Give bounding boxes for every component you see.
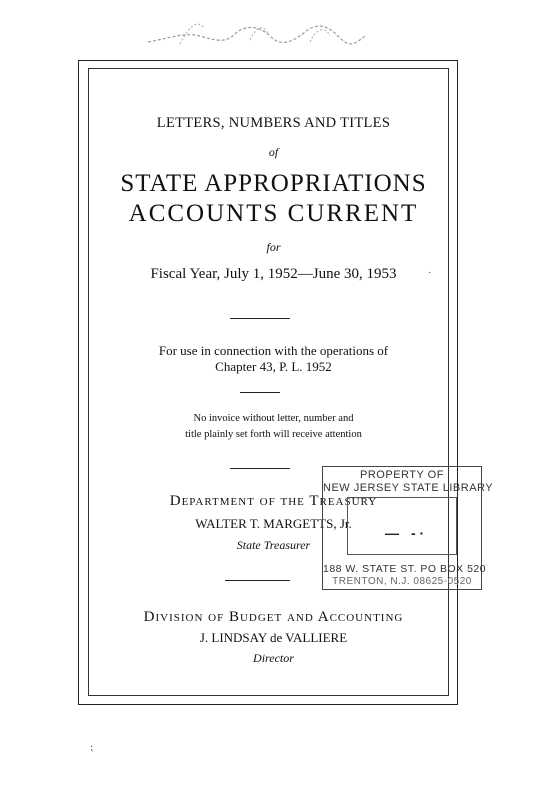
usage-note-line2: Chapter 43, P. L. 1952 [215,359,332,374]
stamp-inner-box [347,497,457,555]
heading-of: of [268,145,279,159]
treasurer-name: WALTER T. MARGETTS, Jr. [195,516,352,531]
usage-note-line1: For use in connection with the operations of [158,343,389,358]
library-property-stamp [322,466,494,590]
heading-letters-numbers-titles: LETTERS, NUMBERS AND TITLES [156,115,391,131]
stamp-dash-mark: - · [411,525,425,541]
divider-rule [225,580,290,581]
divider-rule [230,318,290,319]
divider-rule [230,468,290,469]
stamp-city: TRENTON, N.J. 08625-0520 [332,576,472,587]
divider-rule [240,392,280,393]
division-name: Division of Budget and Accounting [143,609,404,625]
fiscal-year: Fiscal Year, July 1, 1952—June 30, 1953 [150,266,397,282]
margin-mark: ⁏ [90,742,94,753]
stamp-property-of: PROPERTY OF [360,469,444,481]
stamp-library-name: NEW JERSEY STATE LIBRARY [323,482,494,494]
handwritten-signature [140,14,370,54]
inner-border [88,68,449,696]
title-state-appropriations: STATE APPROPRIATIONS [120,170,427,197]
department-name: Department of the Treasury [169,493,378,509]
title-for: for [266,240,281,254]
invoice-notice-line1: No invoice without letter, number and [193,413,354,424]
invoice-notice-line2: title plainly set forth will receive attention [185,429,362,440]
director-name: J. LINDSAY de VALLIERE [199,630,348,645]
stamp-dash-mark: — [385,525,399,541]
treasurer-title: State Treasurer [236,538,311,552]
stamp-address: 188 W. STATE ST. PO BOX 520 [323,563,487,575]
title-accounts-current: ACCOUNTS CURRENT [128,200,419,227]
margin-mark: · [428,268,432,279]
director-title: Director [253,651,294,665]
